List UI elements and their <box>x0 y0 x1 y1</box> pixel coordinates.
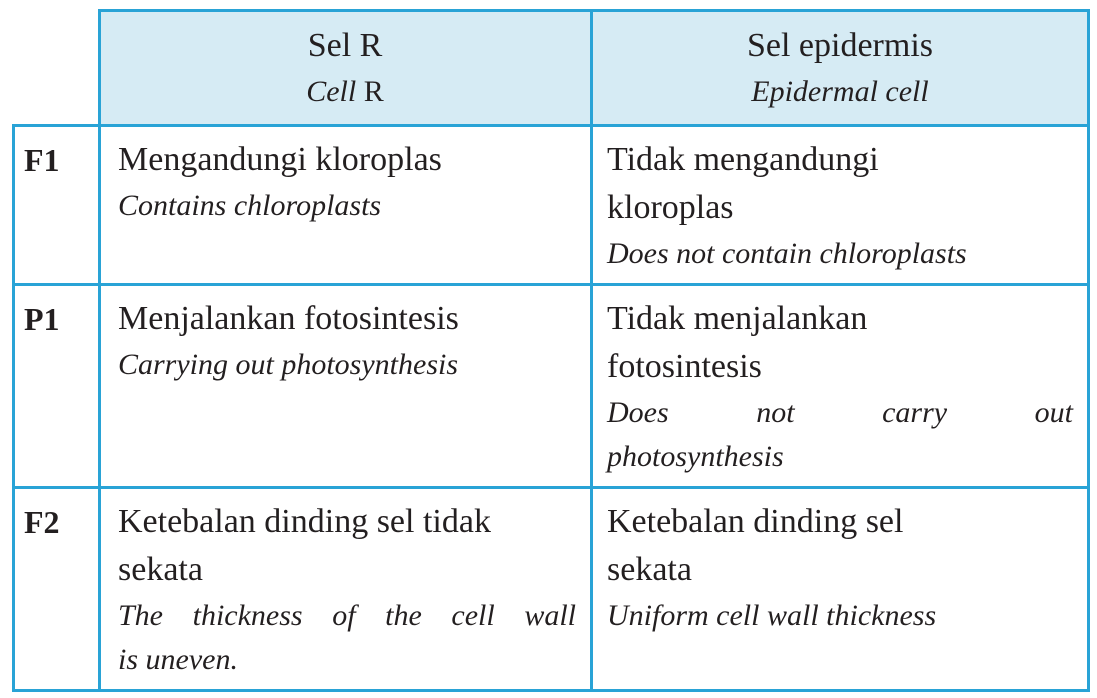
grid-line <box>12 689 1090 692</box>
epidermal-text <box>607 136 1073 276</box>
epidermal-text <box>607 498 1073 638</box>
grid-line <box>12 124 1090 127</box>
row-label: F2 <box>24 504 60 540</box>
grid-line <box>590 9 593 692</box>
english-line: Uniform cell wall thickness <box>607 599 937 632</box>
grid-line <box>98 9 1090 12</box>
header-epidermal-english: Epidermal cell <box>751 75 929 108</box>
grid-line <box>1087 9 1090 692</box>
english-line: Does not contain chloroplasts <box>607 237 967 270</box>
english-line: The thickness of the cell wall <box>118 599 576 632</box>
english-line: Carrying out photosynthesis <box>118 348 459 381</box>
grid-line <box>12 283 1090 286</box>
malay-line: Tidak menjalankan <box>607 300 868 337</box>
malay-line: sekata <box>118 551 203 588</box>
malay-line: fotosintesis <box>607 348 762 385</box>
cell-r-text <box>118 136 578 228</box>
malay-line: Ketebalan dinding sel tidak <box>118 503 491 540</box>
row-label: F1 <box>24 142 60 178</box>
header-epidermal <box>592 10 1088 125</box>
english-line: Contains chloroplasts <box>118 189 382 222</box>
malay-line: Ketebalan dinding sel <box>607 503 904 540</box>
header-cell-r-malay: Sel R <box>307 27 383 64</box>
malay-line: Tidak mengandungi <box>607 141 879 178</box>
english-line: photosynthesis <box>607 440 784 473</box>
english-line: Does not carry out <box>607 396 1073 429</box>
header-epidermal-malay: Sel epidermis <box>746 27 934 64</box>
grid-line <box>12 486 1090 489</box>
english-line: is uneven. <box>118 643 238 676</box>
grid-line <box>98 9 101 692</box>
malay-line: Menjalankan fotosintesis <box>118 300 459 337</box>
malay-line: kloroplas <box>607 189 734 226</box>
grid-line <box>12 124 15 692</box>
row-label: P1 <box>24 301 60 337</box>
cell-r-text <box>118 295 578 387</box>
header-cell-r-english: Cell R <box>306 75 384 108</box>
header-cell-r <box>98 10 592 125</box>
malay-line: Mengandungi kloroplas <box>118 141 442 178</box>
malay-line: sekata <box>607 551 692 588</box>
epidermal-text <box>607 295 1073 479</box>
cell-r-text <box>118 498 576 682</box>
